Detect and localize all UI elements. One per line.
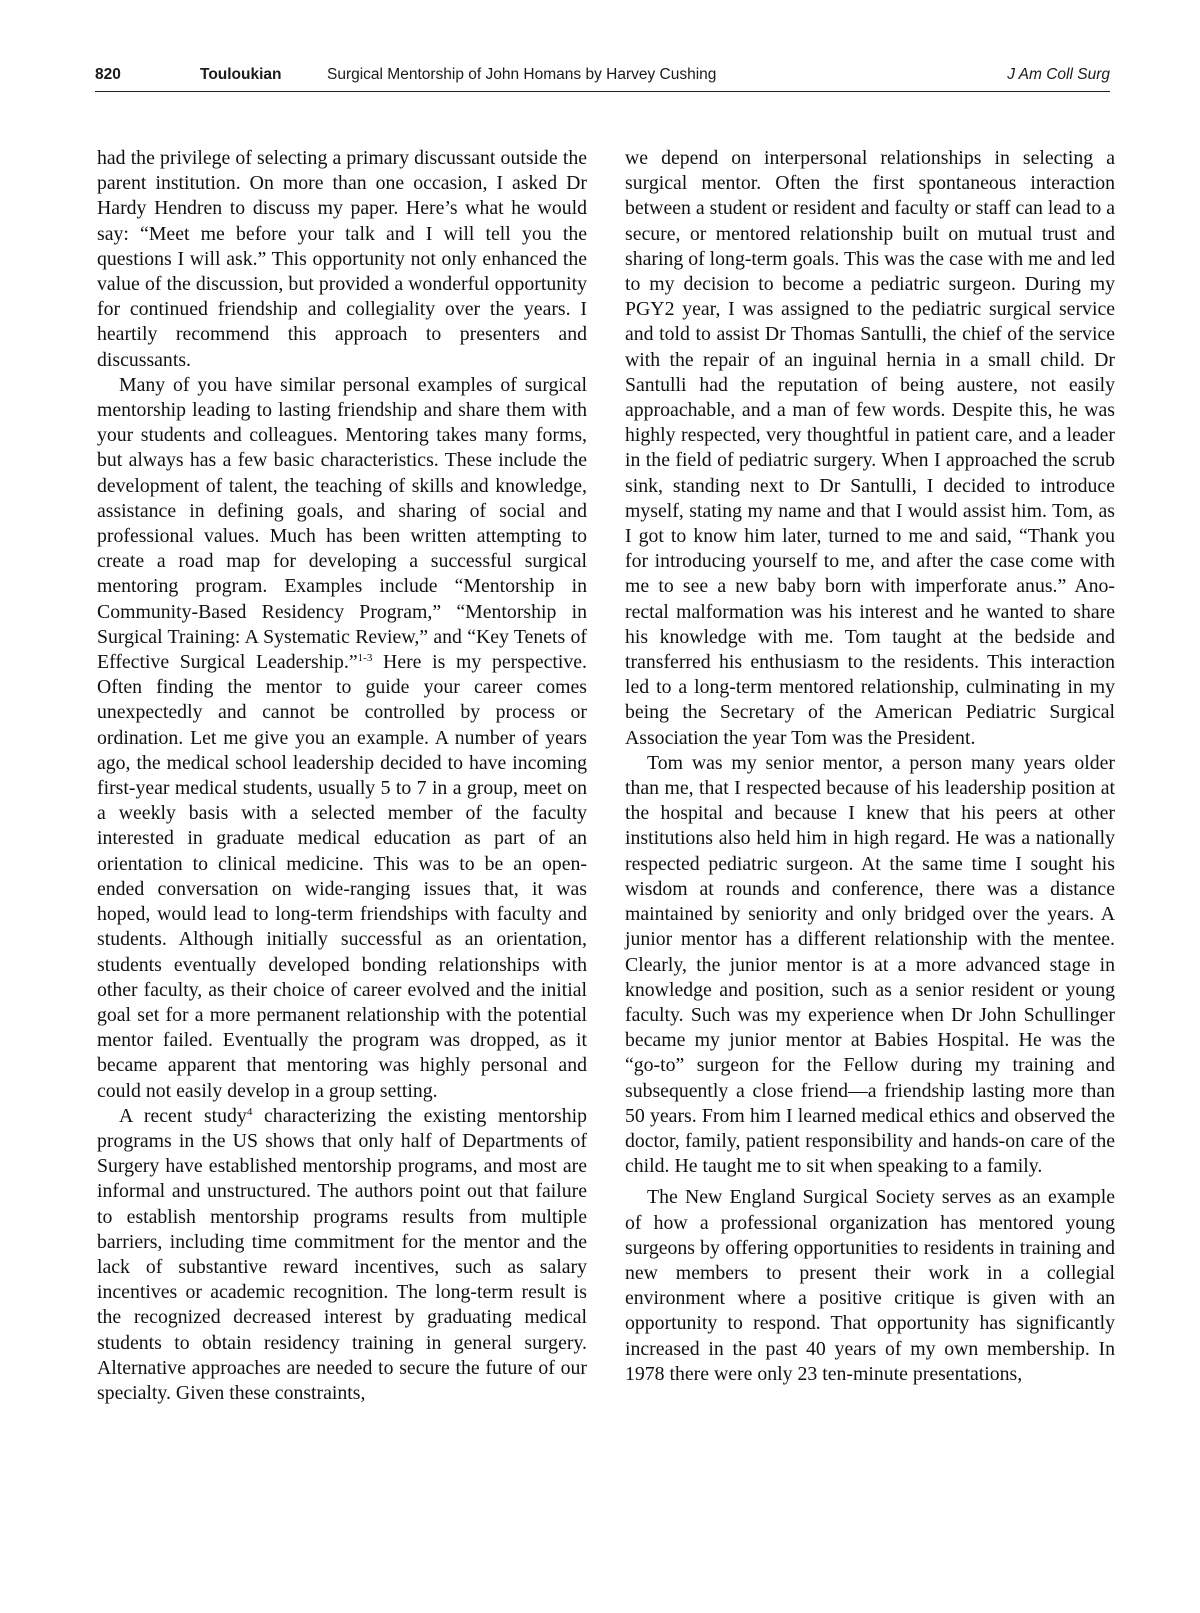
journal-name: J Am Coll Surg — [1007, 66, 1110, 83]
paragraph: had the privilege of selecting a primary discussant outside the parent institution. On more than one occasion, I asked Dr Hardy Hendren to discuss my paper. Here’s what he would say: “Meet me before your talk and I will tell you the questions I will ask.” This opportunity not only enhanced the value of the discussion, but provided a wonderful opportunity for continued friendship and collegiality over the years. I heartily recommend this approach to presenters and discussants. — [97, 147, 587, 371]
paragraph-text: characterizing the existing mentorship programs in the US shows that only half of Departments of Surgery have established mentorship programs, and most are informal and unstructured. The authors point out that failure to establish mentorship programs results from multiple barriers, including time commitment for the mentor and the lack of substantive reward incentives, such as salary incentives or academic recognition. The long-term result is the recognized decreased interest by graduating medical students to obtain residency training in general surgery. Alternative approaches are needed to secure the future of our specialty. Given these constraints, — [97, 1104, 588, 1404]
reference-superscript: 4 — [246, 1105, 253, 1118]
paragraph: we depend on interpersonal relationships in selecting a surgical mentor. Often the first spontaneous interaction between a student or resident and faculty or staff can lead to a secure, or mentored relationship built on mutual trust and sharing of long-term goals. This was the case with me and led to my decision to become a pediatric surgeon. During my PGY2 year, I was assigned to the pediatric surgical service and told to assist Dr Thomas Santulli, the chief of the service with the repair of an inguinal hernia in a small child. Dr Santulli had the reputation of being austere, not easily approachable, and a man of few words. Despite this, he was highly respected, very thoughtful in patient care, and a leader in the field of pediatric surgery. When I approached the scrub sink, standing next to Dr Santulli, I decided to introduce myself, stating my name and that I would assist him. Tom, as I got to know him later, turned to me and said, “Thank you for introducing yourself to me, and after the case come with me to see a new baby born with imperforate anus.” Ano-rectal malformation was his interest and he wanted to share his knowledge with me. Tom taught at the bedside and transferred his enthusiasm to the residents. This interaction led to a long-term mentored relationship, culminating in my being the Secretary of the American Pediatric Surgical Association the year Tom was the President. — [625, 147, 1115, 749]
paragraph — [97, 373, 587, 1104]
right-column — [625, 146, 1115, 1387]
running-author: Touloukian — [200, 66, 282, 83]
header-divider — [95, 91, 1110, 92]
paragraph-text: A recent study — [119, 1104, 247, 1127]
left-column — [97, 146, 587, 1406]
running-title: Surgical Mentorship of John Homans by Harvey Cushing — [327, 66, 717, 83]
paragraph — [97, 1104, 587, 1406]
reference-superscript: 1-3 — [357, 652, 373, 665]
page-number: 820 — [95, 66, 121, 83]
paragraph: Tom was my senior mentor, a person many years older than me, that I respected because of his leadership position at the hospital and because I knew that his peers at other institutions also held him in high regard. He was a nationally respected pediatric surgeon. At the same time I sought his wisdom at rounds and conference, there was a distance maintained by seniority and only bridged over the years. A junior mentor has a different relationship with the mentee. Clearly, the junior mentor is at a more advanced stage in knowledge and position, such as a senior resident or young faculty. Such was my experience when Dr John Schullinger became my junior mentor at Babies Hospital. He was the “go-to” surgeon for the Fellow during my training and subsequently a close friend—a friendship lasting more than 50 years. From him I learned medical ethics and observed the doctor, family, patient responsibility and hands-on care of the child. He taught me to sit when speaking to a family. — [625, 751, 1115, 1178]
running-header — [95, 66, 1110, 90]
paragraph-text: Here is my perspective. Often finding the mentor to guide your career comes unexpectedly and cannot be controlled by process or ordination. Let me give you an example. A number of years ago, the medical school leadership decided to have incoming first-year medical students, usually 5 to 7 in a group, meet on a weekly basis with a selected member of the faculty interested in graduate medical education as part of an orientation to clinical medicine. This was to be an open-ended conversation on wide-ranging issues that, it was hoped, would lead to long-term friendships with faculty and students. Although initially successful as an orientation, students eventually developed bonding relationships with other faculty, as their choice of career evolved and the initial goal set for a more permanent relationship with the potential mentor failed. Eventually the program was dropped, as it became apparent that mentoring was highly personal and could not easily develop in a group setting. — [97, 651, 588, 1102]
paragraph: The New England Surgical Society serves as an example of how a professional organization has mentored young surgeons by offering opportunities to residents in training and new members to present their work in a collegial environment where a positive critique is given with an opportunity to respond. That opportunity has significantly increased in the past 40 years of my own membership. In 1978 there were only 23 ten-minute presentations, — [625, 1186, 1115, 1385]
paragraph-text: Many of you have similar personal examples of surgical mentorship leading to lasting friendship and share them with your students and colleagues. Mentoring takes many forms, but always has a few basic characteristics. These include the development of talent, the teaching of skills and knowledge, assistance in defining goals, and sharing of social and professional values. Much has been written attempting to create a road map for developing a successful surgical mentoring program. Examples include “Mentorship in Community-Based Residency Program,” “Mentorship in Surgical Training: A Systematic Review,” and “Key Tenets of Effective Surgical Leadership.” — [97, 373, 587, 674]
